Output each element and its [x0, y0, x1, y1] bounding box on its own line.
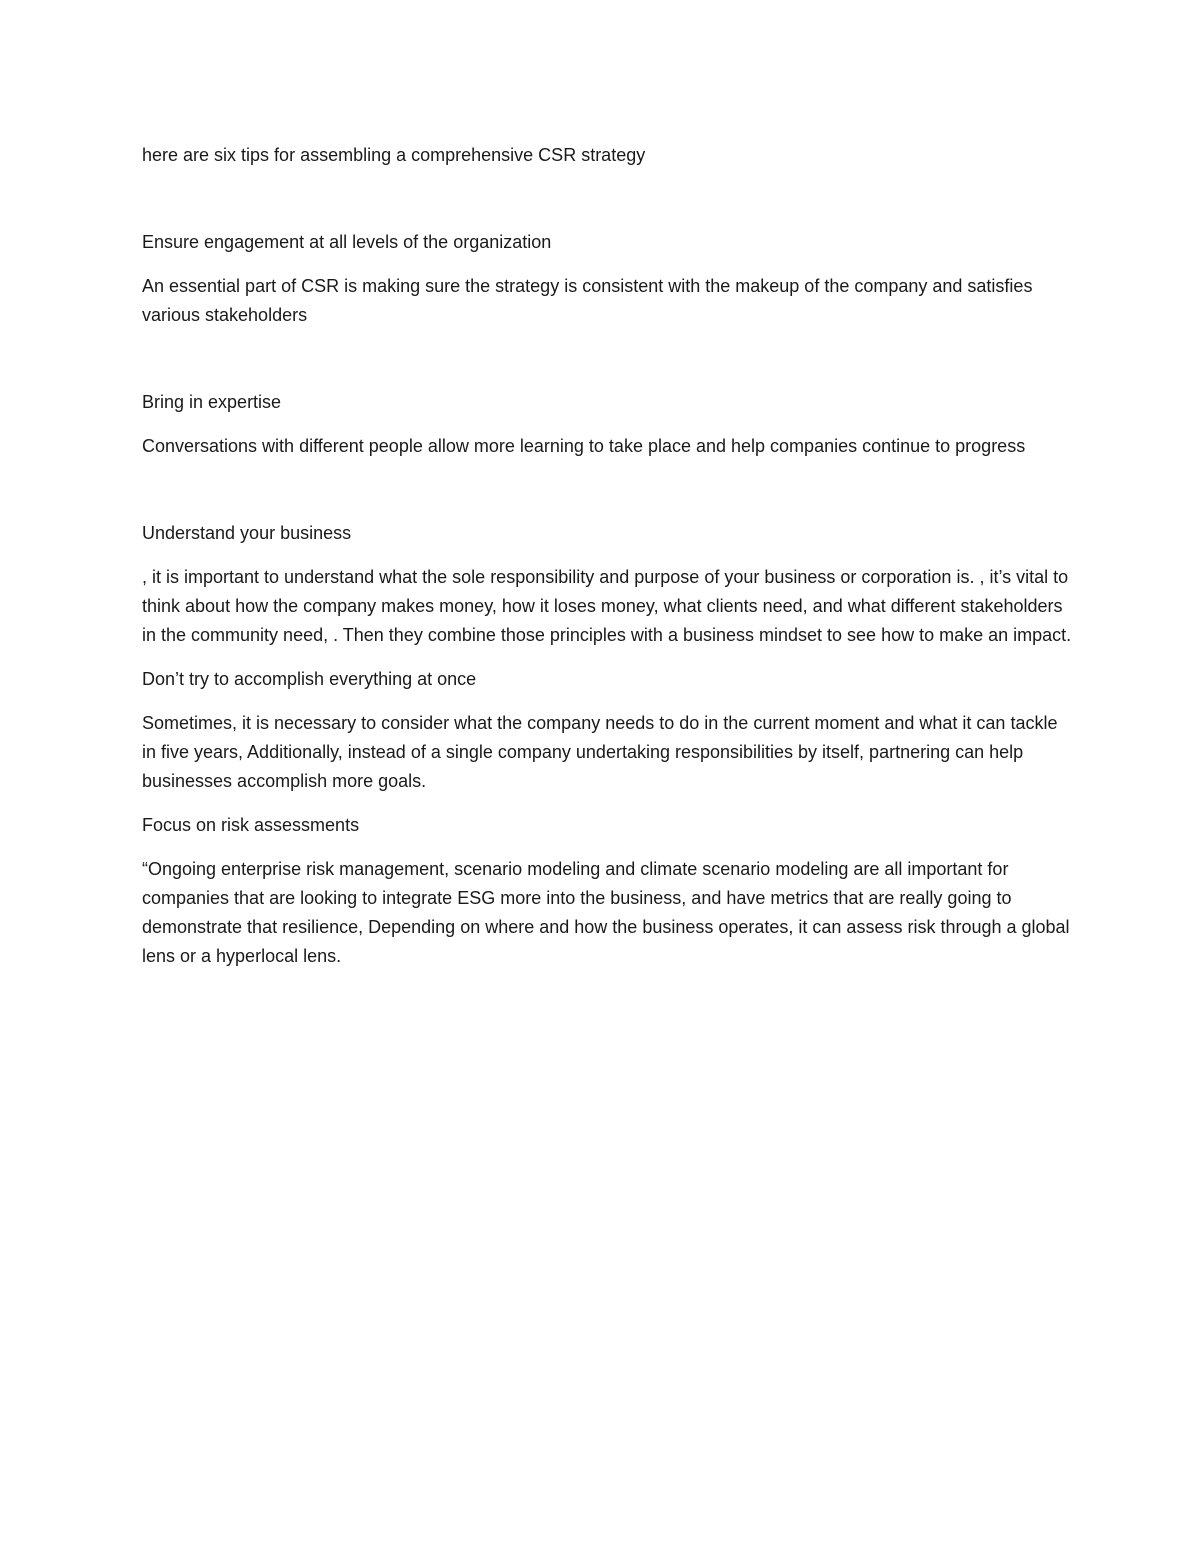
intro-text: here are six tips for assembling a comprehensive CSR strategy	[142, 145, 646, 165]
document-body	[142, 141, 1072, 986]
section-heading-engagement: Ensure engagement at all levels of the organization	[142, 232, 552, 252]
section-heading-dont-try-everything: Don’t try to accomplish everything at once	[142, 669, 477, 689]
section-heading-risk-assessments: Focus on risk assessments	[142, 815, 360, 835]
section-body-expertise: Conversations with different people allow more learning to take place and help companies continue to progress	[142, 436, 1026, 456]
section-body-risk-assessments: “Ongoing enterprise risk management, scenario modeling and climate scenario modeling are all important for companies that are looking to integrate ESG more into the business, and have metrics that are really going to demonstrate that resilience, Depending on where and how the business operates, it can assess risk through a global lens or a hyperlocal lens.	[142, 859, 1070, 966]
section-body-dont-try-everything: Sometimes, it is necessary to consider what the company needs to do in the current moment and what it can tackle in five years, Additionally, instead of a single company undertaking responsibilities by itself, partnering can help businesses accomplish more goals.	[142, 713, 1058, 791]
section-heading-expertise: Bring in expertise	[142, 392, 282, 412]
section-heading-understand-business: Understand your business	[142, 523, 352, 543]
section-body-engagement: An essential part of CSR is making sure the strategy is consistent with the makeup of the company and satisfies various stakeholders	[142, 276, 1033, 325]
section-body-understand-business: , it is important to understand what the sole responsibility and purpose of your business or corporation is. , it’s vital to think about how the company makes money, how it loses money, what clients need, and what different stakeholders in the community need, . Then they combine those principles with a business mindset to see how to make an impact.	[142, 567, 1072, 645]
